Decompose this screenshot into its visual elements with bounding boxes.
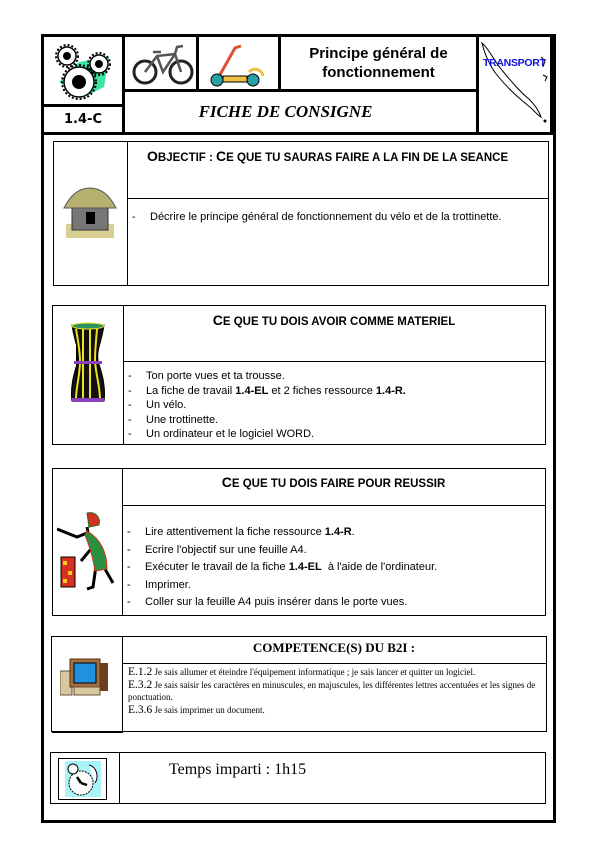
title-cell — [278, 34, 479, 92]
list-item: - La fiche de travail 1.4-EL et 2 fiches ressource 1.4-R. — [124, 384, 541, 399]
b2i-skills-section — [51, 636, 547, 732]
list-item: - Coller sur la feuille A4 puis insérer dans le porte vues. — [123, 594, 541, 612]
alarm-clock-icon — [65, 761, 101, 797]
list-item: E.1.2 Je sais allumer et éteindre l'équipement informatique ; je sais lancer et quitter un logiciel. — [128, 666, 476, 678]
time-allowed-section — [50, 752, 546, 804]
materials-section — [52, 305, 546, 445]
scooter-cell — [196, 34, 281, 92]
list-item: - Un ordinateur et le logiciel WORD. — [124, 427, 541, 442]
scooter-icon — [205, 42, 275, 88]
list-item: - Imprimer. — [123, 577, 541, 595]
b2i-title: COMPETENCE(S) DU B2I : — [252, 640, 416, 655]
materials-list — [124, 369, 541, 442]
success-icon-cell — [53, 469, 123, 615]
success-header — [122, 469, 545, 506]
b2i-skills-list — [128, 666, 540, 716]
materials-icon-cell — [53, 306, 124, 444]
time-allowed: Temps imparti : 1h15 — [169, 761, 307, 778]
objective-header — [127, 142, 548, 199]
objective-section — [53, 141, 549, 286]
theme-label: TRANSPORT — [483, 57, 546, 69]
list-item: E.3.6 Je sais imprimer un document. — [128, 703, 265, 716]
success-steps-section — [52, 468, 546, 616]
bicycle-cell — [122, 34, 199, 92]
list-item: - Exécuter le travail de la fiche 1.4-EL à l'aide de l'ordinateur. — [123, 559, 541, 577]
hut-icon — [62, 186, 118, 240]
lesson-title-line2: fonctionnement — [322, 64, 435, 81]
list-item: - Un vélo. — [124, 398, 541, 413]
list-item: E.3.2 Je sais saisir les caractères en minuscules, en majuscules, les différentes lettres accentuées et les signes de ponctuation. — [128, 678, 536, 702]
success-title: CE QUE TU DOIS FAIRE POUR REUSSIR — [221, 474, 446, 490]
list-item: - Lire attentivement la fiche ressource 1.4-R. — [123, 524, 541, 542]
list-item: - Ton porte vues et ta trousse. — [124, 369, 541, 384]
materials-header — [123, 306, 545, 362]
b2i-header — [122, 637, 546, 664]
sheet-type-cell — [122, 89, 479, 135]
b2i-icon-cell — [52, 637, 123, 733]
bicycle-icon — [131, 42, 195, 86]
computer-icon — [60, 657, 110, 697]
clock-frame — [58, 758, 107, 800]
new-caledonia-map-icon — [479, 37, 551, 131]
list-item: - Ecrire l'objectif sur une feuille A4. — [123, 542, 541, 560]
sheet-code: 1.4-C — [64, 112, 102, 127]
success-steps-list — [123, 524, 541, 612]
theme-cell — [476, 34, 553, 135]
objective-icon-cell — [54, 142, 128, 285]
list-item: - Une trottinette. — [124, 413, 541, 428]
list-item: - Décrire le principe général de fonctionnement du vélo et de la trottinette. — [128, 210, 544, 225]
drum-icon — [68, 321, 108, 405]
lesson-title-line1: Principe général de — [309, 45, 448, 62]
drummer-icon — [57, 509, 115, 591]
materials-title: CE QUE TU DOIS AVOIR COMME MATERIEL — [212, 312, 456, 328]
code-cell — [41, 104, 125, 135]
time-icon-cell — [51, 753, 120, 803]
gears-icon — [49, 42, 119, 102]
objective-title: OBJECTIF : CE QUE TU SAURAS FAIRE A LA FIN DE LA SEANCE — [147, 148, 509, 164]
sheet-type: FICHE DE CONSIGNE — [198, 102, 373, 121]
gears-cell — [41, 34, 125, 107]
objective-list — [128, 210, 544, 225]
